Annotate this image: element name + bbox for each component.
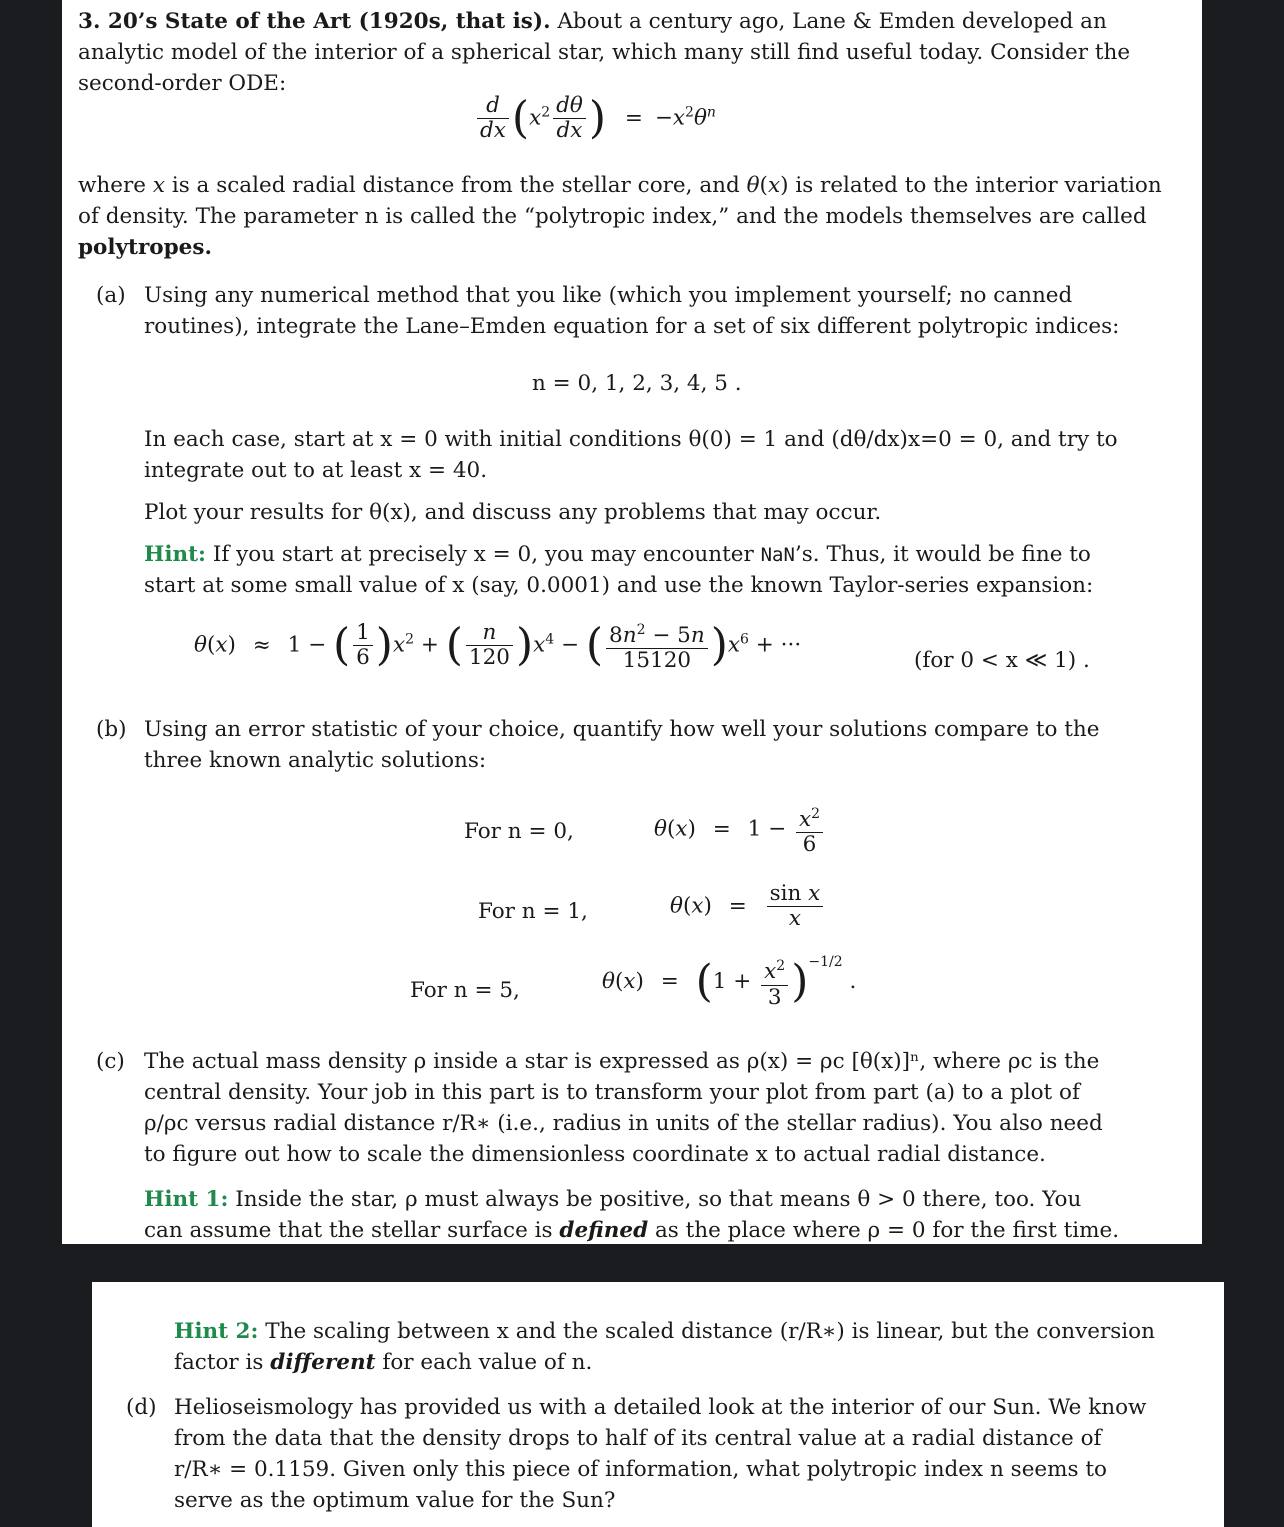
part-b-line-1: Using an error statistic of your choice, quantify how well your solutions compare to the (144, 717, 1100, 742)
part-a-hint-line-2: start at some small value of x (say, 0.0001) and use the known Taylor-series expansion: (144, 573, 1094, 598)
problem-heading-line (78, 6, 1107, 37)
after-equation-line-2: of density. The parameter n is called the “polytropic index,” and the models themselves are called (78, 204, 1147, 229)
part-c-line-1: The actual mass density ρ inside a star is expressed as ρ(x) = ρc [θ(x)]ⁿ, where ρc is the (144, 1049, 1100, 1074)
polytropes-term: polytropes. (78, 235, 212, 260)
part-a-line-1: Using any numerical method that you like (which you implement yourself; no canned (144, 283, 1073, 308)
nan-code: NaN (760, 544, 795, 566)
problem-page-upper (62, 0, 1202, 1244)
taylor-series-equation: θ(x) ≈ 1 − ( $\frac{1}{6}$ )$x^2$ + ( $\frac{n}{120}$ )$x^4$ − ( $\frac{8n^2 - 5n}{15120}$ )$x^6$ + ··· (194, 619, 802, 674)
hint1-label: Hint 1: (144, 1187, 229, 1212)
taylor-condition: (for 0 < x ≪ 1) . (914, 648, 1090, 673)
analytic-solution-n0: θ(x) = 1 − $\frac{x^2}{6}$ (654, 802, 826, 857)
case-n5-label: For n = 5, (410, 978, 520, 1003)
hint2-label: Hint 2: (174, 1319, 259, 1344)
problem-page-lower (92, 1282, 1224, 1527)
part-c-line-4: to figure out how to scale the dimensionless coordinate x to actual radial distance. (144, 1142, 1046, 1167)
part-b-line-2: three known analytic solutions: (144, 748, 487, 773)
part-c-line-2: central density. Your job in this part is to transform your plot from part (a) to a plot of (144, 1080, 1080, 1105)
part-c-hint1-line-1: Hint 1: Inside the star, ρ must always be positive, so that means θ > 0 there, too. You (144, 1187, 1082, 1212)
part-b-label: (b) (96, 717, 127, 742)
plot-instruction: Plot your results for θ(x), and discuss any problems that may occur. (144, 500, 882, 525)
part-d-label: (d) (126, 1395, 157, 1420)
part-d-line-1: Helioseismology has provided us with a detailed look at the interior of our Sun. We know (174, 1395, 1147, 1420)
part-a-label: (a) (96, 283, 126, 308)
problem-title: 3. 20’s State of the Art (1920s, that is). (78, 9, 551, 34)
intro-text-2: analytic model of the interior of a spherical star, which many still find useful today. Consider the (78, 40, 1131, 65)
part-d-line-3: r/R∗ = 0.1159. Given only this piece of information, what polytropic index n seems to (174, 1457, 1107, 1482)
part-a-hint-line-1: Hint: If you start at precisely x = 0, you may encounter NaN’s. Thus, it would be fine to (144, 542, 1091, 567)
part-c-hint2-line-1: Hint 2: The scaling between x and the scaled distance (r/R∗) is linear, but the conversion (174, 1319, 1155, 1344)
case-n0-label: For n = 0, (464, 819, 574, 844)
part-a-line-2: routines), integrate the Lane–Emden equation for a set of six different polytropic indices: (144, 314, 1120, 339)
part-c-hint1-line-2: can assume that the stellar surface is defined as the place where ρ = 0 for the first time. (144, 1218, 1120, 1243)
part-c-hint2-line-2: factor is different for each value of n. (174, 1350, 593, 1375)
part-c-line-3: ρ/ρc versus radial distance r/R∗ (i.e., radius in units of the stellar radius). You also need (144, 1111, 1103, 1136)
analytic-solution-n1: θ(x) = $\frac{\text{sin x}}{x}$ (670, 882, 826, 931)
after-equation-line-1: where x is a scaled radial distance from the stellar core, and θ(x) is related to the interior variation (78, 173, 1162, 198)
part-d-line-2: from the data that the density drops to half of its central value at a radial distance of (174, 1426, 1102, 1451)
part-d-line-4: serve as the optimum value for the Sun? (174, 1488, 616, 1513)
hint-label: Hint: (144, 542, 206, 567)
lane-emden-equation: $\frac{d}{dx}$ ($x^2$ $\frac{d\theta}{dx}$ ) = $-x^2\theta^n$ (474, 94, 716, 143)
initial-conditions-line-2: integrate out to at least x = 40. (144, 458, 488, 483)
polytropic-indices: n = 0, 1, 2, 3, 4, 5 . (532, 371, 742, 396)
intro-text-1: About a century ago, Lane & Emden developed an (557, 9, 1107, 34)
analytic-solution-n5: θ(x) = (1 + $\frac{x^2}{3}$ )$^{-1/2}$ . (602, 954, 857, 1010)
initial-conditions-line-1: In each case, start at x = 0 with initial conditions θ(0) = 1 and (dθ/dx)x=0 = 0, and try to (144, 427, 1118, 452)
case-n1-label: For n = 1, (478, 899, 588, 924)
intro-text-3: second-order ODE: (78, 71, 287, 96)
part-c-label: (c) (96, 1049, 125, 1074)
